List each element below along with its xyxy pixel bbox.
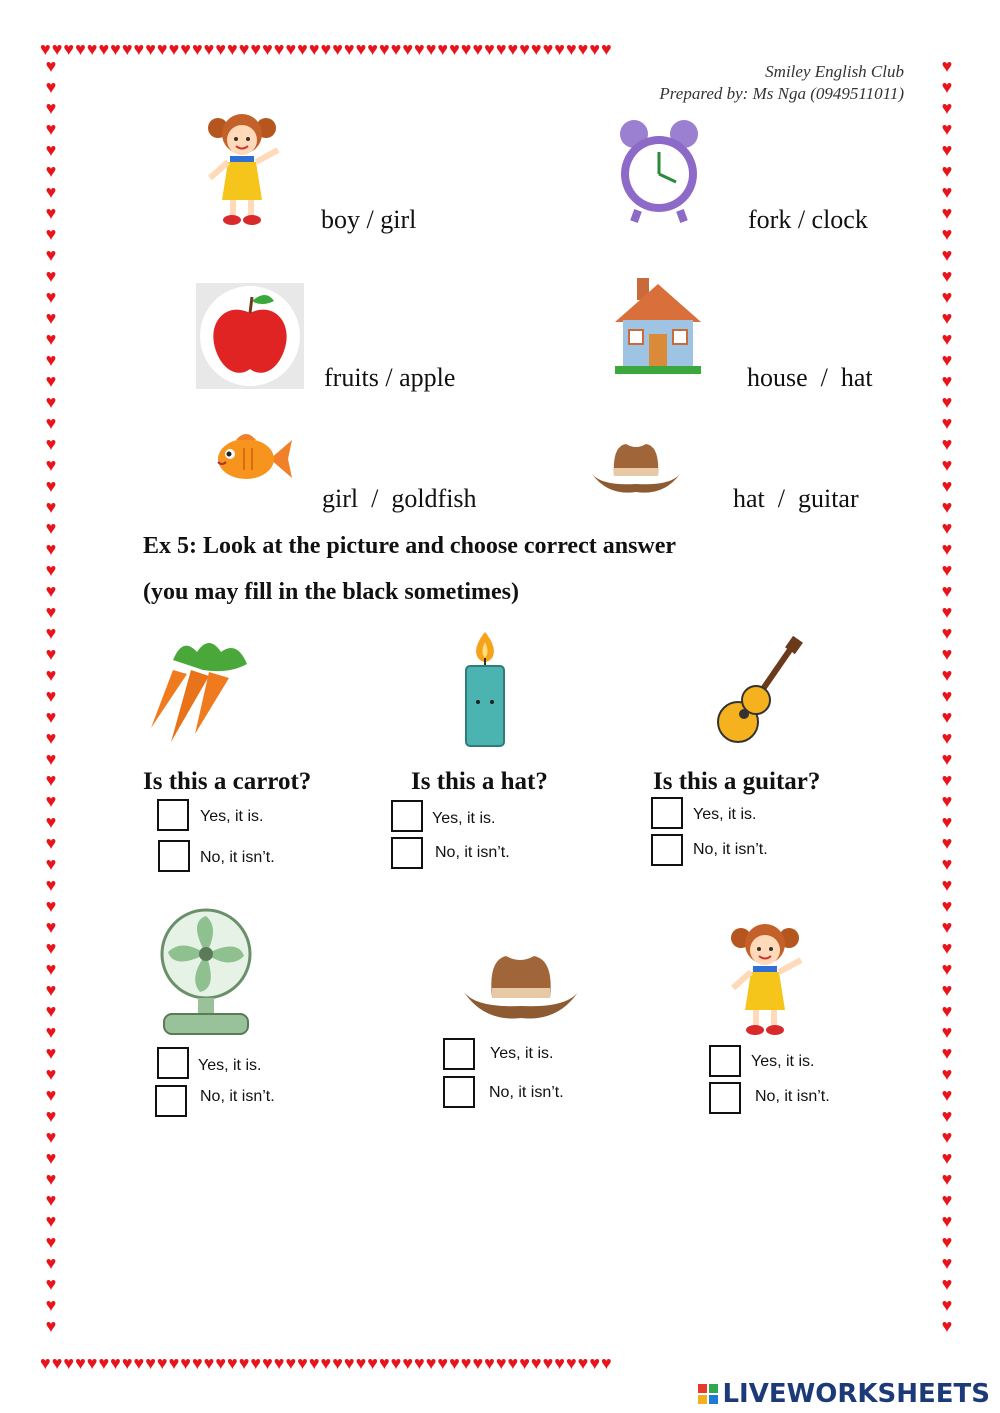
yes-label-guitar: Yes, it is. <box>693 806 757 823</box>
club-name: Smiley English Club <box>765 62 904 81</box>
goldfish-picture <box>210 426 294 492</box>
no-label-candle: No, it isn’t. <box>435 844 510 861</box>
liveworksheets-logo <box>698 1379 990 1409</box>
question-hat: Is this a hat? <box>411 768 548 795</box>
no-checkbox-girl[interactable] <box>709 1082 741 1114</box>
carrots-picture <box>143 630 255 748</box>
guitar-picture <box>714 636 804 748</box>
yes-label-fan: Yes, it is. <box>198 1057 262 1074</box>
cowboy-hat-picture <box>590 436 682 504</box>
yes-checkbox-candle[interactable] <box>391 800 423 832</box>
no-label-fan: No, it isn’t. <box>200 1088 275 1105</box>
yes-label-hat: Yes, it is. <box>490 1045 554 1062</box>
alarm-clock-picture <box>614 116 704 226</box>
exercise-5-title: Ex 5: Look at the picture and choose correct answer <box>143 533 677 559</box>
choice-fork-clock: fork / clock <box>748 205 868 234</box>
heart-border-top: ♥♥♥♥♥♥♥♥♥♥♥♥♥♥♥♥♥♥♥♥♥♥♥♥♥♥♥♥♥♥♥♥♥♥♥♥♥♥♥♥♥♥♥♥♥♥♥♥♥ <box>40 39 613 59</box>
choice-boy-girl: boy / girl <box>321 205 417 234</box>
cowboy-hat-picture-2 <box>462 946 580 1032</box>
girl-picture-2 <box>719 914 811 1038</box>
question-carrot: Is this a carrot? <box>143 768 312 795</box>
yes-checkbox-hat[interactable] <box>443 1038 475 1070</box>
yes-label-girl: Yes, it is. <box>751 1053 815 1070</box>
logo-icon <box>698 1384 718 1404</box>
choice-hat-guitar: hat / guitar <box>733 484 859 513</box>
choice-house-hat: house / hat <box>747 363 873 392</box>
no-label-hat: No, it isn’t. <box>489 1084 564 1101</box>
no-checkbox-fan[interactable] <box>155 1085 187 1117</box>
yes-label-candle: Yes, it is. <box>432 810 496 827</box>
yes-checkbox-guitar[interactable] <box>651 797 683 829</box>
no-label-girl: No, it isn’t. <box>755 1088 830 1105</box>
prepared-by: Prepared by: Ms Nga (0949511011) <box>659 84 904 103</box>
no-checkbox-hat[interactable] <box>443 1076 475 1108</box>
yes-checkbox-carrot[interactable] <box>157 799 189 831</box>
yes-label-carrot: Yes, it is. <box>200 808 264 825</box>
heart-border-left: ♥ ♥ ♥ ♥ ♥ ♥ ♥ ♥ ♥ ♥ ♥ ♥ ♥ ♥ ♥ ♥ ♥ ♥ ♥ ♥ ♥ ♥ ♥ ♥ ♥ ♥ ♥ ♥ ♥ ♥ ♥ ♥ ♥ ♥ ♥ ♥ ♥ ♥ ♥ ♥ ♥ ♥ ♥ ♥ ♥ ♥ ♥ ♥ ♥ ♥ ♥ ♥ ♥ ♥ ♥ ♥ ♥ ♥ ♥ ♥ ♥ <box>45 56 57 1336</box>
house-picture <box>611 272 705 376</box>
yes-checkbox-fan[interactable] <box>157 1047 189 1079</box>
choice-girl-goldfish: girl / goldfish <box>322 484 477 513</box>
no-label-carrot: No, it isn’t. <box>200 849 275 866</box>
no-checkbox-carrot[interactable] <box>158 840 190 872</box>
candle-picture <box>458 630 512 748</box>
yes-checkbox-girl[interactable] <box>709 1045 741 1077</box>
choice-fruits-apple: fruits / apple <box>324 363 456 392</box>
no-checkbox-candle[interactable] <box>391 837 423 869</box>
no-checkbox-guitar[interactable] <box>651 834 683 866</box>
heart-border-right: ♥ ♥ ♥ ♥ ♥ ♥ ♥ ♥ ♥ ♥ ♥ ♥ ♥ ♥ ♥ ♥ ♥ ♥ ♥ ♥ ♥ ♥ ♥ ♥ ♥ ♥ ♥ ♥ ♥ ♥ ♥ ♥ ♥ ♥ ♥ ♥ ♥ ♥ ♥ ♥ ♥ ♥ ♥ ♥ ♥ ♥ ♥ ♥ ♥ ♥ ♥ ♥ ♥ ♥ ♥ ♥ ♥ ♥ ♥ ♥ ♥ <box>941 56 953 1336</box>
exercise-5-subtitle: (you may fill in the black sometimes) <box>143 579 519 605</box>
no-label-guitar: No, it isn’t. <box>693 841 768 858</box>
girl-picture <box>196 104 288 228</box>
logo-text: LIVEWORKSHEETS <box>722 1379 990 1409</box>
heart-border-bottom: ♥♥♥♥♥♥♥♥♥♥♥♥♥♥♥♥♥♥♥♥♥♥♥♥♥♥♥♥♥♥♥♥♥♥♥♥♥♥♥♥♥♥♥♥♥♥♥♥♥ <box>40 1353 613 1373</box>
apple-picture <box>196 283 304 389</box>
fan-picture <box>158 908 254 1038</box>
question-guitar: Is this a guitar? <box>653 768 821 795</box>
